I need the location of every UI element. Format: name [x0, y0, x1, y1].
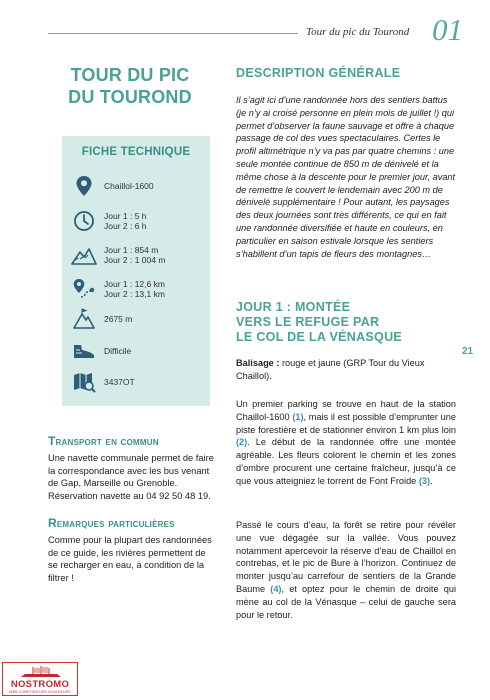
fiche-text-difficulty	[104, 346, 131, 356]
nostromo-logo[interactable]	[2, 662, 78, 696]
text-run: .	[430, 475, 433, 486]
description-heading: DESCRIPTION GÉNÉRALE	[236, 66, 401, 80]
logo-tagline: WEB COMPTOIR DES VOYAGEURS	[9, 690, 71, 694]
fiche-value: Jour 1 : 854 m	[104, 245, 159, 255]
fiche-row-start	[70, 173, 208, 199]
fiche-row-map	[70, 369, 208, 395]
fiche-value: Chaillol-1600	[104, 181, 154, 191]
jour-heading-line-3: LE COL DE LA VÉNASQUE	[236, 330, 403, 344]
hiking-boot-icon	[70, 338, 98, 364]
hike-title-line-1: TOUR DU PIC	[70, 65, 190, 85]
balisage-paragraph	[236, 357, 456, 383]
fiche-text-map	[104, 377, 135, 387]
jour-heading-line-1: JOUR 1 : MONTÉE	[236, 300, 351, 314]
fiche-text-summit	[104, 314, 132, 324]
ship-logo-icon	[11, 665, 71, 679]
fiche-value: 2675 m	[104, 314, 133, 324]
balisage-label: Balisage :	[236, 358, 280, 368]
waypoint-ref-4: (4)	[270, 583, 282, 594]
map-pin-icon	[70, 173, 98, 199]
summit-icon	[70, 306, 98, 332]
hike-title-line-2: DU TOUROND	[68, 87, 192, 107]
transport-text: Une navette communale permet de faire la correspondance avec les bus venant de Gap, Marseille ou Grenoble. Réservation navette au 04 92 50 48 19.	[48, 453, 214, 501]
clock-icon	[70, 208, 98, 234]
text-run: . Le début de la randonnée offre une montée agréable. Les fleurs colorent le chemin et les zones d’ombre procurent une certaine fraîcheur, jusqu’à ce que vous atteigniez le torrent de Font Froide	[236, 437, 456, 486]
fiche-value: Difficile	[104, 346, 132, 356]
fiche-text-elevation	[104, 245, 165, 265]
route-paragraph-2	[236, 519, 456, 621]
text-run: Un premier parking se trouve en haut de la station Chaillol-1600	[236, 399, 456, 422]
fiche-value: Jour 1 : 12,6 km	[104, 279, 165, 289]
waypoint-ref-1: (1)	[292, 411, 304, 422]
fiche-value: Jour 2 : 6 h	[104, 221, 147, 231]
text-run: Passé le cours d’eau, la forêt se retire pour révéler une vue dégagée sur la vallée. Vous pouvez notamment apercevoir la réserve d’eau de Chaillol en contrebas, et le pic de Bure à l’horizon. Continuez de monter jusqu’au carrefour de sentiers de la Grande Baume	[236, 520, 456, 594]
header-rule	[48, 33, 298, 34]
fiche-value: 3437OT	[104, 377, 135, 387]
fiche-value: Jour 1 : 5 h	[104, 211, 147, 221]
text-run: , et optez pour le chemin de droite qui mène au col de la Vénasque – celui de gauche sera pour le retour.	[236, 583, 456, 620]
fiche-value: Jour 2 : 13,1 km	[104, 289, 165, 299]
description-text: Il s’agit ici d’une randonnée hors des sentiers battus (je n’y ai croisé personne en plein mois de juillet !) qui permet d’observer la faune sauvage et offre à chaque passage de col des vues spectaculaires. Certes le profil altimétrique n’y va pas par quatre chemins : une seule montée continue de 850 m de dénivelé et la même chose à la descente pour le premier jour, avant de remettre le couvert le lendemain avec 200 m de dénivelé supplémentaire ! Pour autant, les paysages des deux journées sont très différents, ce qui en fait une randonnée diversifiée et haute en couleurs, en particulier en saison estivale lorsque les sentiers s’habillent d’un tapis de fleurs des montagnes…	[236, 95, 456, 259]
fiche-row-duration	[70, 208, 208, 234]
fiche-text-distance	[104, 279, 165, 299]
remarques-heading: Remarques particulières	[48, 516, 175, 530]
map-book-icon	[70, 369, 98, 395]
fiche-row-summit	[70, 306, 208, 332]
fiche-row-elevation	[70, 242, 208, 268]
waypoint-ref-3: (3)	[418, 475, 431, 486]
fiche-title: FICHE TECHNIQUE	[81, 146, 191, 158]
chapter-number: 01	[432, 12, 463, 47]
route-paragraph-1	[236, 398, 456, 488]
jour-heading-line-2: VERS LE REFUGE PAR	[236, 315, 380, 329]
hike-title	[55, 64, 205, 108]
fiche-text-start	[104, 181, 154, 191]
transport-heading: Transport en commun	[48, 434, 159, 448]
page-number: 21	[462, 346, 474, 357]
route-distance-icon	[70, 276, 98, 302]
fiche-value: Jour 2 : 1 004 m	[104, 255, 166, 265]
logo-name: NOSTROMO	[10, 679, 70, 690]
balisage-text: rouge et jaune (GRP Tour du Vieux Chaillol).	[236, 358, 425, 381]
jour-1-heading	[236, 300, 402, 345]
text-run: , mais il est possible d’emprunter une piste forestière et de stationner environ 1 km plus loin	[236, 411, 456, 435]
fiche-text-duration	[104, 211, 147, 231]
fiche-technique-box	[62, 136, 210, 406]
fiche-row-distance	[70, 276, 208, 302]
fiche-row-difficulty	[70, 338, 208, 364]
elevation-gain-icon	[70, 242, 98, 268]
remarques-text: Comme pour la plupart des randonnées de ce guide, les rivières permettent de se recharger en eau, à condition de la filtrer !	[48, 535, 212, 583]
running-title: Tour du pic du Tourond	[306, 26, 410, 38]
waypoint-ref-2: (2)	[236, 437, 248, 448]
